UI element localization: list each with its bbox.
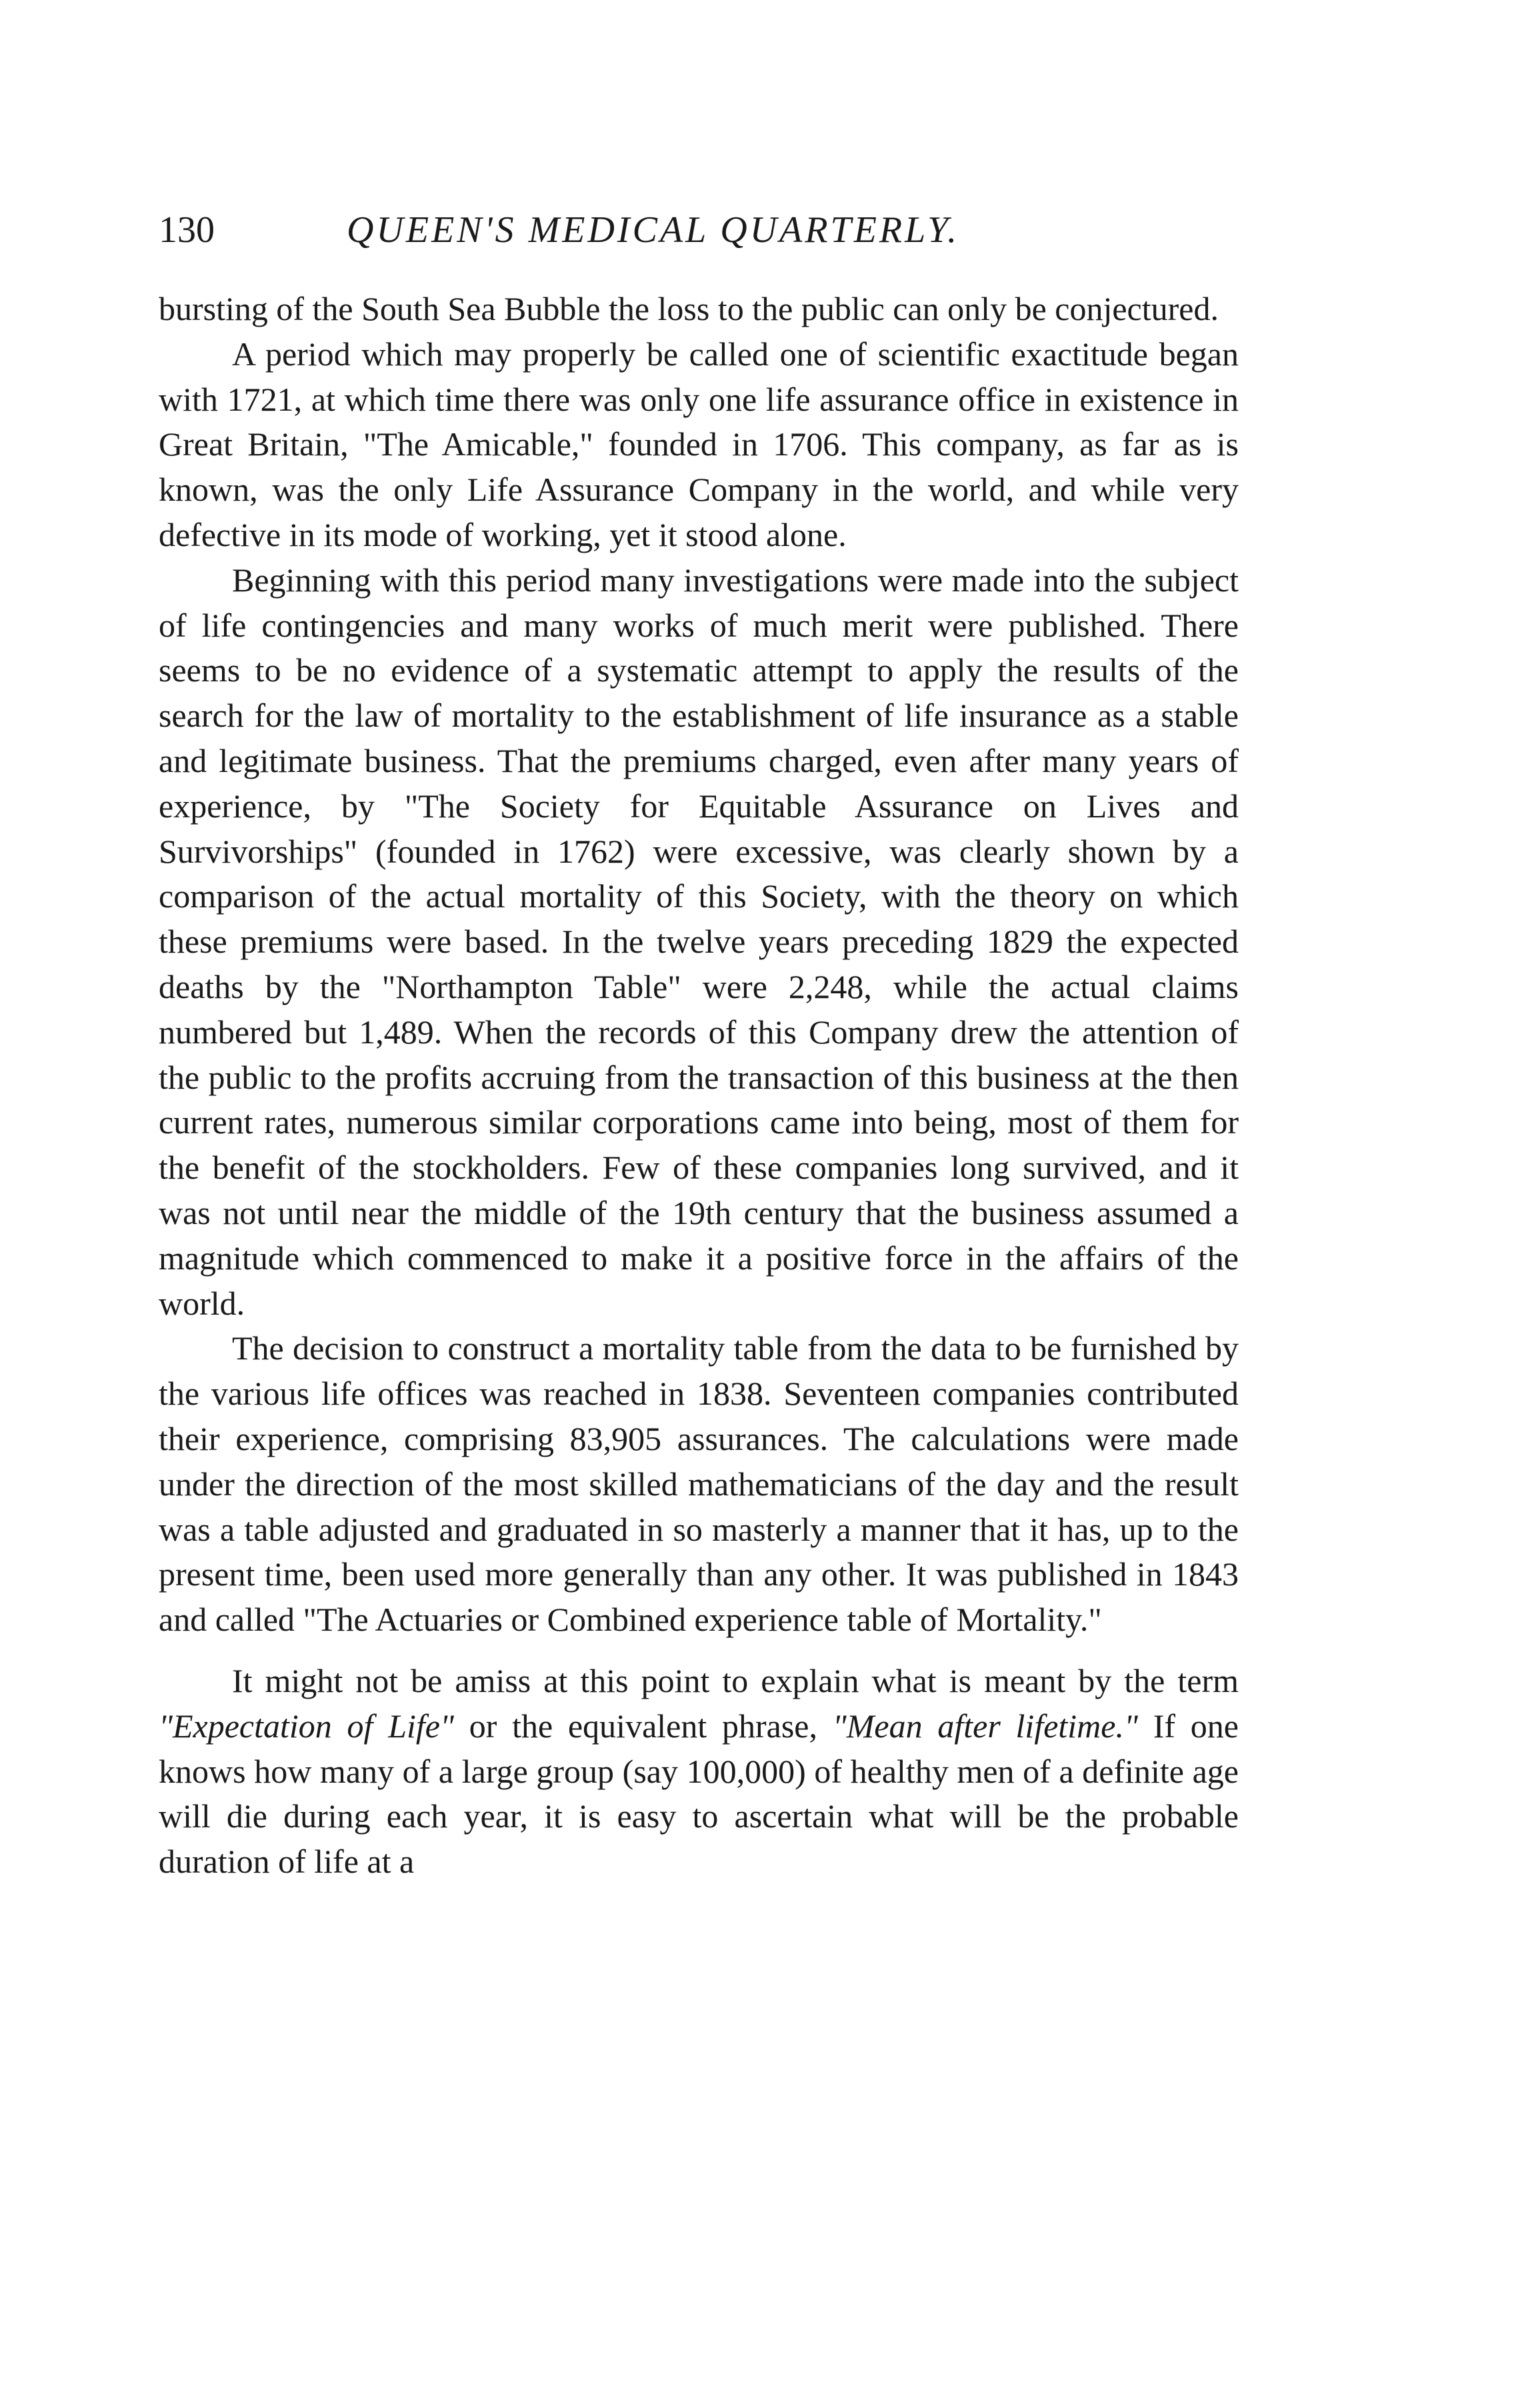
paragraph-continuation: bursting of the South Sea Bubble the loss to the public can only be conjectured. [159, 290, 1219, 327]
term-mean-after-lifetime: "Mean after lifetime." [832, 1707, 1138, 1745]
running-head [159, 200, 1239, 260]
paragraph-mortality-table: The decision to construct a mortality table from the data to be furnished by the various life offices was reached in 1838. Seventeen companies contributed their experience, comprising 83,905 assurances. The calculations were made under the direction of the most skilled mathematicians of the day and the result was a table adjusted and graduated in so masterly a manner that it has, up to the present time, been used more generally than any other. It was published in 1843 and called "The Actuaries or Combined experience table of Mortality." [159, 1329, 1239, 1639]
term-expectation-of-life: "Expectation of Life" [159, 1707, 454, 1745]
paragraph-life-contingencies: Beginning with this period many investigations were made into the subject of life contingencies and many works of much merit were published. There seems to be no evidence of a systematic attempt to apply the results of the search for the law of mortality to the establishment of life insurance as a stable and legitimate business. That the premiums charged, even after many years of experience, by "The Society for Equitable Assurance on Lives and Survivorships" (founded in 1762) were excessive, was clearly shown by a comparison of the actual mortality of this Society, with the theory on which these premiums were based. In the twelve years preceding 1829 the expected deaths by the "Northampton Table" were 2,248, while the actual claims numbered but 1,489. When the records of this Company drew the attention of the public to the profits accruing from the transaction of this business at the then current rates, numerous similar corporations came into being, most of them for the benefit of the stockholders. Few of these companies long survived, and it was not until near the middle of the 19th century that the business assumed a magnitude which commenced to make it a positive force in the affairs of the world. [159, 561, 1239, 1322]
body-text [159, 287, 1239, 1885]
paragraph-scientific-exactitude: A period which may properly be called one of scientific exactitude began with 1721, at which time there was only one life assurance office in existence in Great Britain, "The Amicable," founded in 1706. This company, as far as is known, was the only Life Assurance Company in the world, and while very defective in its mode of working, yet it stood alone. [159, 335, 1239, 553]
expectation-text-3: If one knows how many of a large group (say 100,000) of healthy men of a definite age will die during each year, it is easy to ascertain what will be the probable duration of life at a [159, 1707, 1239, 1881]
paragraph-expectation-of-life [159, 1659, 1239, 1885]
expectation-text-1: It might not be amiss at this point to explain what is meant by the term [232, 1661, 1239, 1699]
expectation-text-2: or the equivalent phrase, [453, 1707, 833, 1745]
page-number: 130 [159, 209, 215, 251]
journal-title: QUEEN'S MEDICAL QUARTERLY. [347, 209, 960, 251]
